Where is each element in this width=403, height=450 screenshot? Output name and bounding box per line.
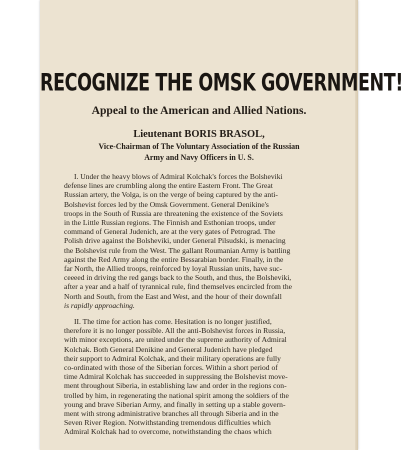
paragraph-2-line: ment with strong administrative branches all through Siberia and in the [64, 409, 279, 419]
paragraph-2-line: co-ordinated with those of the Siberian forces. Within a short period of [64, 363, 278, 373]
paragraph-1 [64, 172, 336, 310]
body-text [64, 172, 336, 437]
page-edge [355, 0, 358, 450]
paragraph-2-line: II. The time for action has come. Hesitation is no longer justified, [74, 317, 272, 327]
paragraph-2-line: young and brave Siberian Army, and finally in setting up a stable govern- [64, 399, 286, 409]
paragraph-2-line: ment throughout Siberia, in establishing law and order in the regions con- [64, 381, 287, 391]
paragraph-2-line: Seven River Region. Notwithstanding tremendous difficulties which [64, 418, 271, 428]
paragraph-2-line: trolled by him, in regenerating the national spirit among the soldiers of the [64, 390, 289, 400]
paragraph-2 [64, 317, 336, 437]
subtitle: Appeal to the American and Allied Nations. [91, 104, 307, 117]
paragraph-1-line: the Bolshevist rule from the West. The gallant Roumanian Army is battling [64, 245, 291, 255]
paragraph-1-line: ceeeed in driving the red gangs back to the South, and thus, the Bolsheviki, [64, 273, 292, 283]
paragraph-2-line: therefore it is no longer possible. All the anti-Bolshevist forces in Russia, [64, 326, 286, 336]
paragraph-1-line: in the Little Russian regions. The Finnish and Esthonian troops, under [64, 218, 276, 228]
paragraph-1-closing-italic: is rapidly approaching. [64, 300, 135, 310]
author-block [40, 128, 358, 163]
paragraph-1-line: I. Under the heavy blows of Admiral Kolchak's forces the Bolsheviki [74, 172, 283, 181]
paragraph-1-line: defense lines are crumbling along the entire Eastern Front. The Great [64, 181, 273, 191]
paragraph-2-line: Admiral Kolchak had to overcome, notwithstanding the chaos which [64, 427, 272, 437]
paragraph-2-line: their support to Admiral Kolchak, and their military operations are fully [64, 353, 281, 363]
paragraph-1-line: against the Red Army along the entire Bessarabian border. Finally, in the [64, 254, 284, 264]
paragraph-1-line: troops in the South of Russia are threatening the existence of the Soviets [64, 208, 283, 218]
headline: RECOGNIZE THE OMSK GOVERNMENT! [40, 70, 403, 97]
paragraph-1-line: North and South, from the East and West, and the hour of their downfall [64, 291, 282, 301]
paragraph-1-line: Bolshevist forces led by the Omsk Government. General Denikine's [64, 199, 269, 209]
paragraph-1-line: Polish drive against the Bolsheviki, under General Pilsudski, is menacing [64, 236, 286, 246]
author-title-line-2: Army and Navy Officers in U. S. [144, 153, 254, 162]
paragraph-1-line: command of General Judenich, are at the very gates of Petrograd. The [64, 227, 276, 237]
paragraph-1-line: Russian artery, the Volga, is on the verge of being captured by the anti- [64, 190, 278, 200]
author-name: Lieutenant BORIS BRASOL, [133, 129, 265, 140]
paragraph-2-line: time Admiral Kolchak has succeeded in suppressing the Bolshevist move- [64, 372, 288, 382]
paragraph-1-line: far North, the Allied troops, reinforced by loyal Russian units, have suc- [64, 264, 282, 274]
paragraph-2-line: Kolchak. Both General Denikine and General Judenich have pledged [64, 344, 273, 354]
document-page [40, 0, 403, 450]
author-title-line-1: Vice-Chairman of The Voluntary Association of the Russian [98, 142, 300, 151]
paragraph-1-line: after a year and a half of tyrannical rule, find themselves encircled from the [64, 282, 292, 292]
paragraph-2-line: with minor exceptions, are united under the supreme authority of Admiral [64, 335, 287, 345]
